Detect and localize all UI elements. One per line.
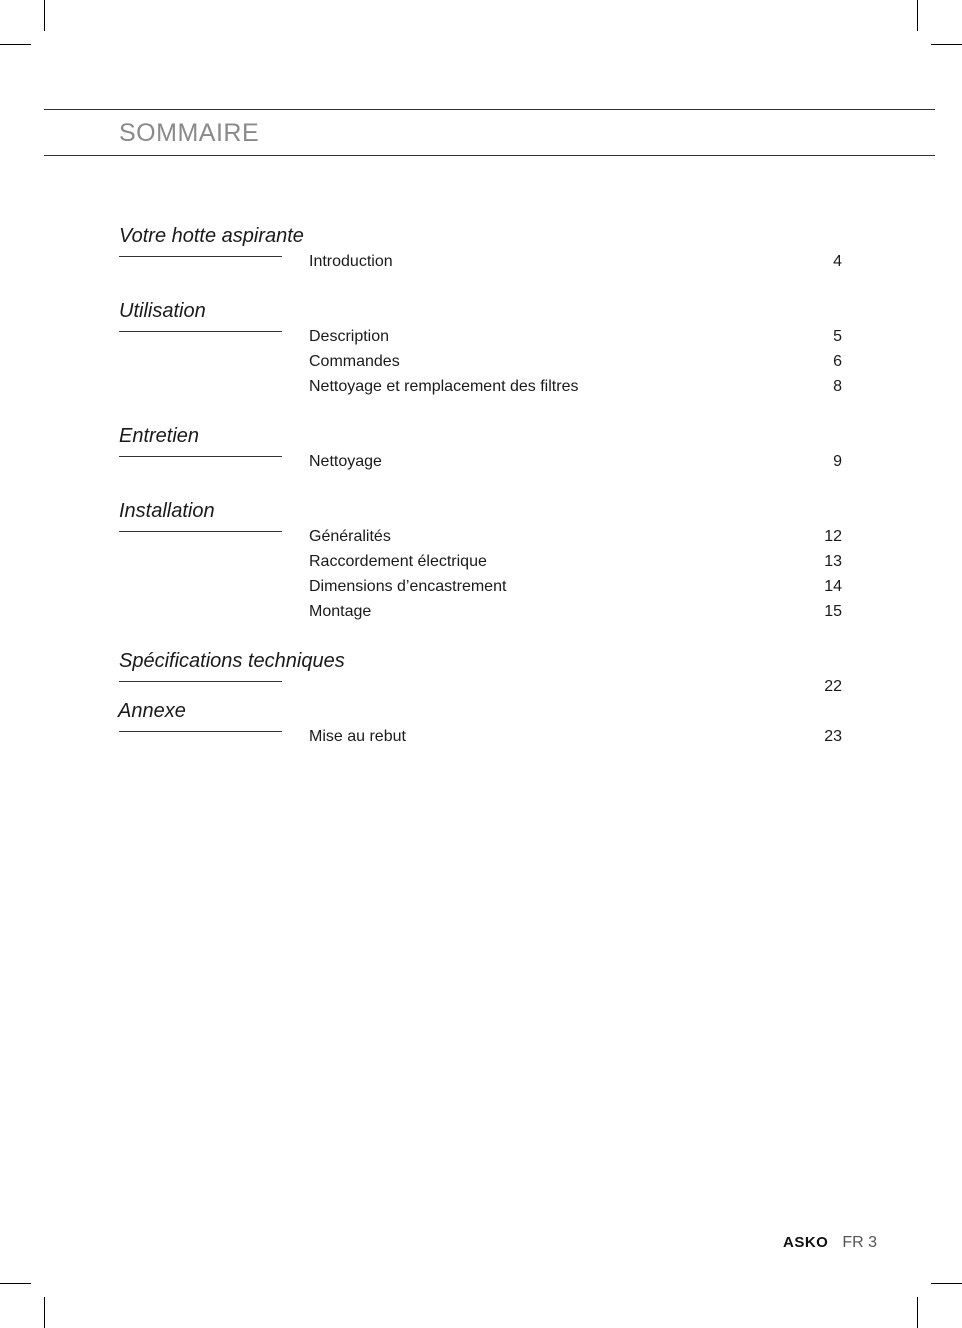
crop-mark <box>917 0 918 31</box>
section-title: Annexe <box>118 700 186 722</box>
toc-entry[interactable] <box>309 376 842 398</box>
crop-mark <box>917 1297 918 1328</box>
toc-entry[interactable] <box>309 351 842 373</box>
toc-entry-label: Description <box>309 328 390 345</box>
toc-entry[interactable] <box>309 676 842 698</box>
toc-entry[interactable] <box>309 251 842 273</box>
toc-entry-page: 14 <box>824 578 842 595</box>
section-rule <box>119 681 282 682</box>
toc-entry-label: Introduction <box>309 253 393 270</box>
crop-mark <box>0 1283 31 1284</box>
header-rule-bottom <box>44 155 935 156</box>
page-number: FR 3 <box>842 1234 877 1251</box>
toc-entry[interactable] <box>309 526 842 548</box>
toc-entry-page: 6 <box>833 353 842 370</box>
toc-entry-page: 23 <box>824 728 842 745</box>
section-title: Spécifications techniques <box>119 650 345 672</box>
toc-entry-label: Raccordement électrique <box>309 553 487 570</box>
crop-mark <box>44 0 45 31</box>
toc-entry[interactable] <box>309 326 842 348</box>
toc-entry-page: 22 <box>824 678 842 695</box>
section-title: Installation <box>119 500 215 522</box>
section-rule <box>119 531 282 532</box>
toc-entry[interactable] <box>309 726 842 748</box>
toc-entry-page: 15 <box>824 603 842 620</box>
crop-mark <box>44 1297 45 1328</box>
toc-entry-label: Dimensions d’encastrement <box>309 578 507 595</box>
section-rule <box>119 731 282 732</box>
section-title: Entretien <box>119 425 200 447</box>
section-rule <box>119 331 282 332</box>
crop-mark <box>931 44 962 45</box>
page-footer <box>783 1232 877 1254</box>
toc-entry-label: Mise au rebut <box>309 728 406 745</box>
toc-entry-label: Nettoyage et remplacement des filtres <box>309 378 579 395</box>
toc-entry[interactable] <box>309 601 842 623</box>
crop-mark <box>931 1283 962 1284</box>
toc-entry[interactable] <box>309 576 842 598</box>
toc-entry-page: 13 <box>824 553 842 570</box>
toc-entry-label: Commandes <box>309 353 400 370</box>
section-title: Votre hotte aspirante <box>119 225 304 247</box>
section-title: Utilisation <box>119 300 206 322</box>
toc-entry-label: Nettoyage <box>309 453 382 470</box>
toc-entry-page: 12 <box>824 528 842 545</box>
toc-entry[interactable] <box>309 551 842 573</box>
toc-entry-page: 4 <box>833 253 842 270</box>
section-rule <box>119 456 282 457</box>
toc-entry-page: 8 <box>833 378 842 395</box>
header-rule-top <box>44 109 935 110</box>
toc-entry[interactable] <box>309 451 842 473</box>
brand-logo-text: ASKO <box>782 1234 829 1251</box>
page-title: SOMMAIRE <box>119 119 260 147</box>
toc-entry-label: Montage <box>309 603 372 620</box>
toc-entry-page: 9 <box>833 453 842 470</box>
crop-mark <box>0 44 31 45</box>
toc-entry-page: 5 <box>833 328 842 345</box>
section-rule <box>119 256 282 257</box>
toc-entry-label: Généralités <box>309 528 391 545</box>
